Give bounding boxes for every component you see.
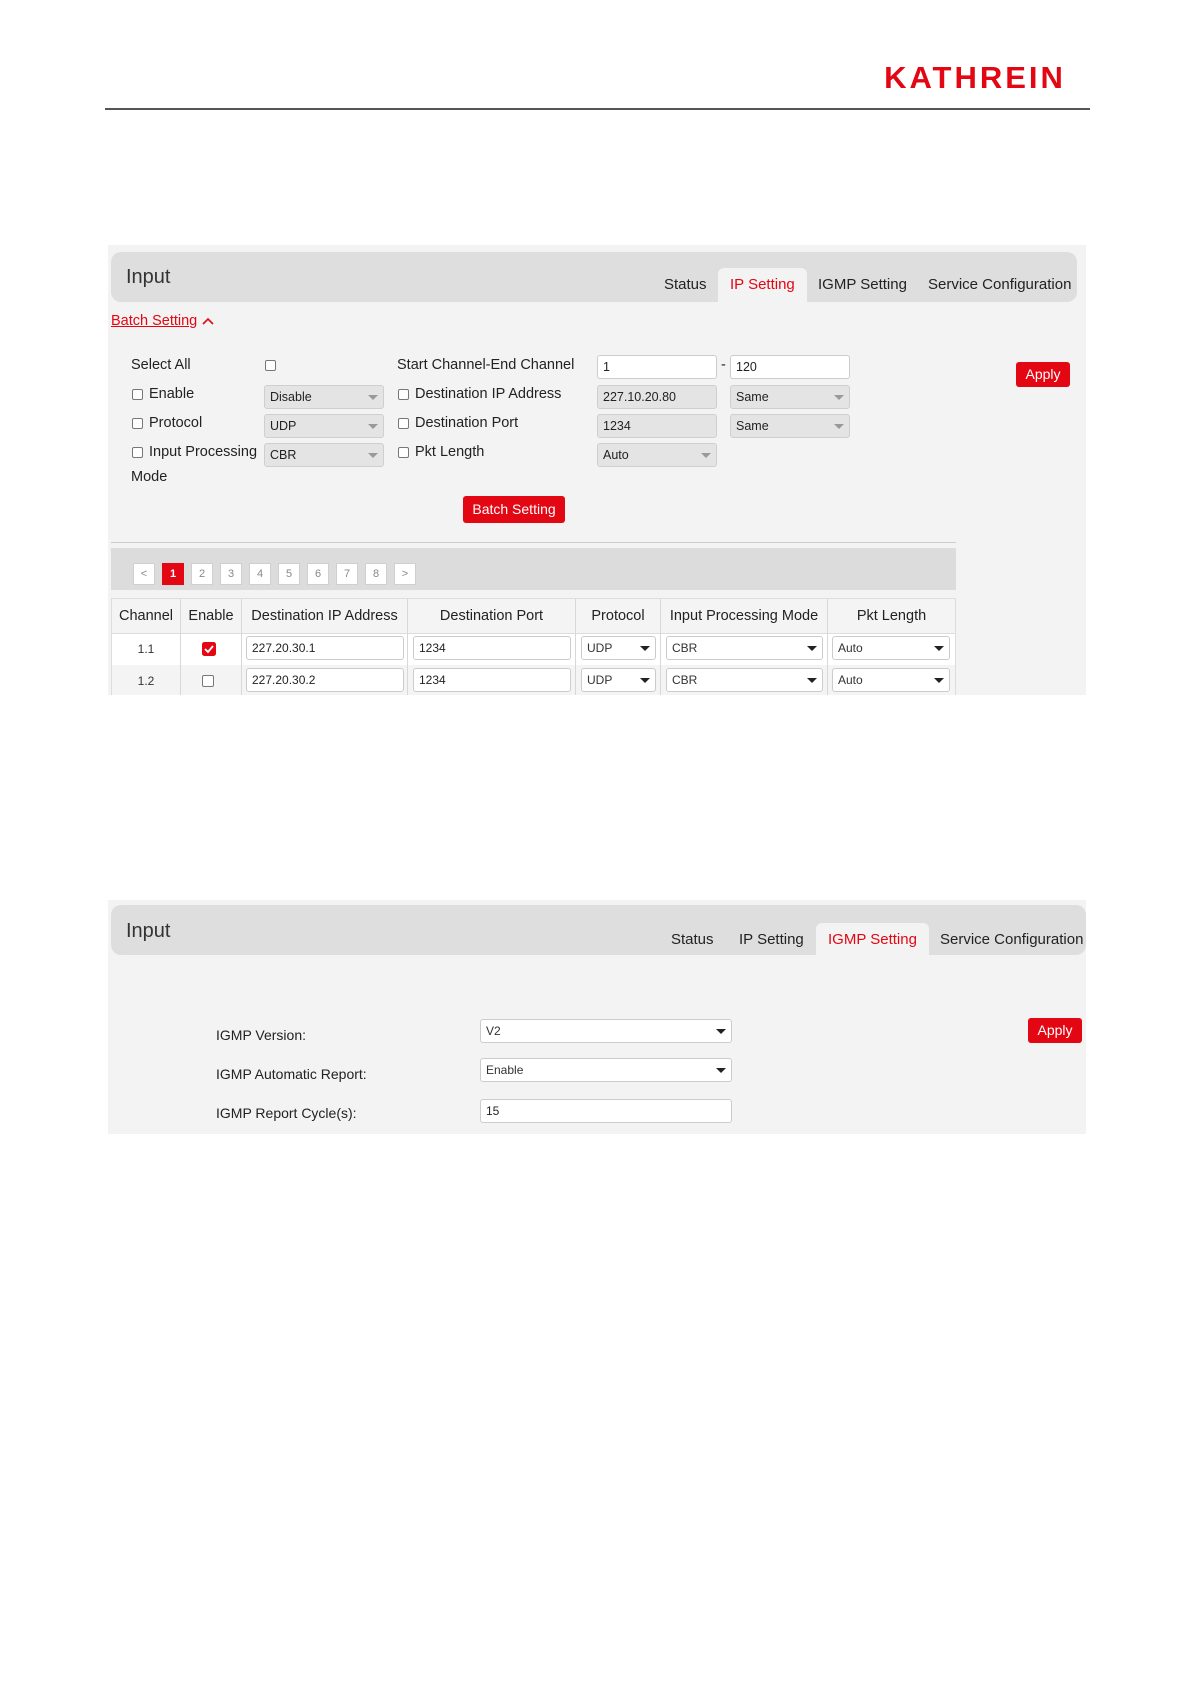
select-all-label: Select All [131,357,191,373]
chevron-down-icon [934,678,944,683]
enable-checkbox[interactable] [132,389,143,400]
page-5[interactable]: 5 [278,563,300,585]
apply-button[interactable]: Apply [1028,1018,1082,1043]
dest-port-label: Destination Port [415,415,519,431]
tab-ip-setting[interactable]: IP Setting [718,268,807,302]
dest-ip-value: 227.10.20.80 [603,390,676,404]
pkt-length-label: Pkt Length [415,444,485,460]
tab-status[interactable]: Status [671,931,714,948]
select-all-checkbox[interactable] [265,360,276,371]
page-3[interactable]: 3 [220,563,242,585]
chevron-down-icon [640,646,650,651]
chevron-down-icon [934,646,944,651]
chevron-down-icon [368,395,378,400]
column-header-protocol: Protocol [591,608,645,624]
dest-port-mode-value: Same [736,419,769,433]
dest-ip-input[interactable] [597,385,717,409]
row-2-pkt-length-select[interactable] [832,668,950,692]
page-6[interactable]: 6 [307,563,329,585]
page-prev[interactable]: < [133,563,155,585]
igmp-auto-report-select[interactable] [480,1058,732,1082]
kathrein-logo [865,62,1085,92]
protocol-checkbox[interactable] [132,418,143,429]
channel-range-separator: - [721,357,726,373]
dest-port-input[interactable] [597,414,717,438]
chevron-down-icon [716,1068,726,1073]
page-4[interactable]: 4 [249,563,271,585]
page-1[interactable]: 1 [162,563,184,585]
igmp-version-label: IGMP Version: [216,1027,307,1043]
tab-igmp-setting[interactable]: IGMP Setting [818,276,907,293]
end-channel-input[interactable]: 120 [730,355,850,379]
row-1-dest-port-input[interactable]: 1234 [413,636,571,660]
chevron-down-icon [807,678,817,683]
column-header-enable: Enable [188,608,234,624]
column-header-pkt-length: Pkt Length [856,608,927,624]
row-1-dest-ip-input[interactable]: 227.20.30.1 [246,636,404,660]
input-processing-label: Input Processing [149,444,258,460]
row-2-pkt-length-value: Auto [838,673,863,687]
row-2-protocol-value: UDP [587,673,613,687]
row-2-mode-value: CBR [672,673,698,687]
chevron-down-icon [640,678,650,683]
chevron-down-icon [368,424,378,429]
page-7[interactable]: 7 [336,563,358,585]
section-divider [111,542,956,543]
tab-status[interactable]: Status [664,276,707,293]
input-processing-select-value: CBR [270,448,297,462]
apply-button[interactable]: Apply [1016,362,1070,387]
row-2-dest-ip-input[interactable]: 227.20.30.2 [246,668,404,692]
channel-range-label: Start Channel-End Channel [397,357,575,373]
enable-select-value: Disable [270,390,312,404]
igmp-auto-report-label: IGMP Automatic Report: [216,1066,367,1082]
row-2-dest-port-input[interactable]: 1234 [413,668,571,692]
input-processing-select[interactable] [264,443,384,467]
pkt-length-select[interactable] [597,443,717,467]
chevron-down-icon [701,453,711,458]
row-1-mode-select[interactable] [666,636,823,660]
start-channel-input[interactable]: 1 [597,355,717,379]
dest-ip-label: Destination IP Address [415,386,562,402]
pkt-length-select-value: Auto [603,448,629,462]
row-1-pkt-length-select[interactable] [832,636,950,660]
panel-title: Input [126,920,171,942]
dest-port-value: 1234 [603,419,631,433]
igmp-report-cycle-input[interactable]: 15 [480,1099,732,1123]
chevron-up-icon [201,316,215,326]
tab-service-configuration[interactable]: Service Configuration [928,276,1072,293]
row-2-mode-select[interactable] [666,668,823,692]
enable-label: Enable [149,386,195,402]
column-header-input-processing-mode: Input Processing Mode [669,608,819,624]
row-1-mode-value: CBR [672,641,698,655]
tab-service-configuration[interactable]: Service Configuration [940,931,1084,948]
chevron-down-icon [807,646,817,651]
igmp-report-cycle-label: IGMP Report Cycle(s): [216,1105,357,1121]
dest-ip-checkbox[interactable] [398,389,409,400]
header-divider [105,108,1090,110]
igmp-version-value: V2 [486,1024,501,1038]
enable-select[interactable] [264,385,384,409]
panel-title: Input [126,266,171,288]
tab-igmp-setting[interactable]: IGMP Setting [816,923,929,957]
dest-ip-mode-value: Same [736,390,769,404]
row-2-protocol-select[interactable] [581,668,656,692]
row-2-enable-checkbox[interactable] [202,675,214,687]
dest-port-checkbox[interactable] [398,418,409,429]
page-8[interactable]: 8 [365,563,387,585]
row-2-channel: 1.2 [137,674,155,688]
row-1-protocol-value: UDP [587,641,613,655]
batch-setting-link[interactable]: Batch Setting [111,313,198,329]
protocol-select-value: UDP [270,419,297,433]
page-2[interactable]: 2 [191,563,213,585]
row-1-channel: 1.1 [137,642,155,656]
column-header-channel: Channel [118,608,173,624]
column-header-dest-ip: Destination IP Address [251,608,398,624]
protocol-label: Protocol [149,415,203,431]
pkt-length-checkbox[interactable] [398,447,409,458]
page-next[interactable]: > [394,563,416,585]
row-1-enable-checkbox[interactable] [202,642,216,656]
logo-text: KATHREIN [884,62,1066,92]
igmp-auto-report-value: Enable [486,1063,524,1077]
chevron-down-icon [716,1029,726,1034]
igmp-version-select[interactable] [480,1019,732,1043]
input-processing-label-line2: Mode [131,469,168,485]
tab-ip-setting[interactable]: IP Setting [739,931,804,948]
row-1-protocol-select[interactable] [581,636,656,660]
row-1-pkt-length-value: Auto [838,641,863,655]
column-header-dest-port: Destination Port [439,608,544,624]
chevron-down-icon [834,424,844,429]
batch-setting-toggle[interactable] [111,313,215,329]
protocol-select[interactable] [264,414,384,438]
input-processing-checkbox[interactable] [132,447,143,458]
batch-setting-button[interactable]: Batch Setting [463,496,565,523]
dest-ip-mode-select[interactable] [730,385,850,409]
dest-port-mode-select[interactable] [730,414,850,438]
chevron-down-icon [834,395,844,400]
chevron-down-icon [368,453,378,458]
